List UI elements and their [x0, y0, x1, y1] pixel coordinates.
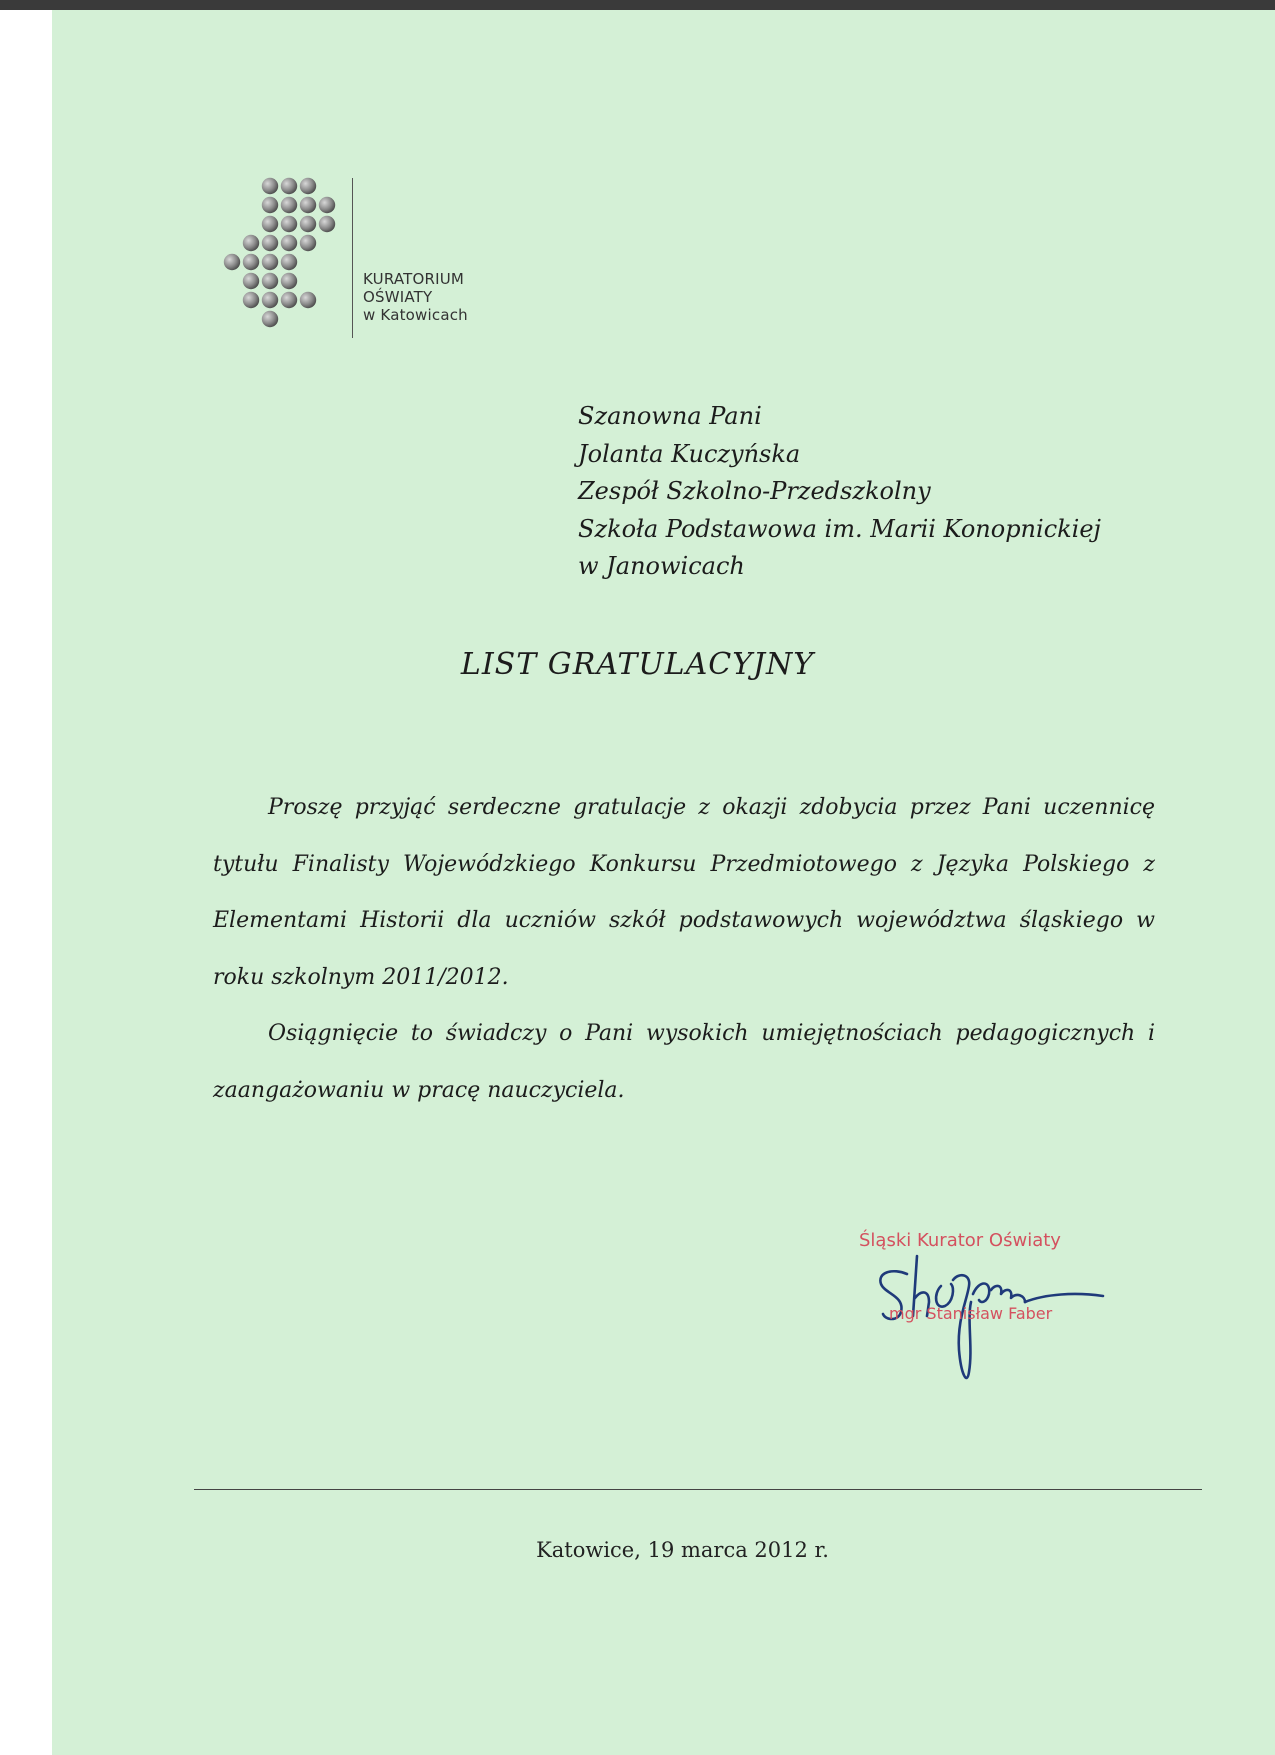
- address-school-name: Szkoła Podstawowa im. Marii Konopnickiej: [578, 514, 1101, 543]
- logo-dot: [281, 273, 297, 289]
- handwritten-signature: [855, 1250, 1125, 1400]
- logo-dot: [281, 216, 297, 232]
- logo-dot: [300, 197, 316, 213]
- address-salutation: Szanowna Pani: [578, 402, 762, 430]
- logo-dot: [300, 178, 316, 194]
- logo-dot: [243, 273, 259, 289]
- logo-dot: [300, 292, 316, 308]
- address-school-complex: Zespół Szkolno-Przedszkolny: [578, 477, 931, 505]
- logo-dot: [262, 292, 278, 308]
- logo-dot: [262, 311, 278, 327]
- logo-dot: [243, 292, 259, 308]
- letter-title: LIST GRATULACYJNY: [460, 647, 815, 682]
- address-town: w Janowicach: [578, 552, 745, 580]
- logo-dot: [300, 216, 316, 232]
- place-and-date: Katowice, 19 marca 2012 r.: [536, 1538, 829, 1562]
- logo-dot: [319, 216, 335, 232]
- logo-dot: [300, 235, 316, 251]
- letter-body: [213, 780, 1155, 1119]
- footer-rule: [194, 1489, 1202, 1490]
- kuratorium-logo: [222, 176, 482, 340]
- body-paragraph-2: Osiągnięcie to świadczy o Pani wysokich umiejętnościach pedagogicznych i zaangażowaniu w pracę nauczyciela.: [213, 1021, 1155, 1103]
- logo-dot: [243, 254, 259, 270]
- logo-name-line-1: KURATORIUM: [363, 270, 465, 288]
- logo-divider: [352, 178, 353, 338]
- logo-dot: [262, 254, 278, 270]
- recipient-address: [578, 398, 1101, 586]
- logo-dot: [262, 216, 278, 232]
- signature-block: [855, 1230, 1125, 1400]
- logo-name-line-3: w Katowicach: [363, 306, 468, 324]
- signature-role-stamp: Śląski Kurator Oświaty: [859, 1230, 1061, 1251]
- logo-dot: [262, 178, 278, 194]
- scan-left-margin: [0, 10, 52, 1755]
- dot-map-icon: [222, 176, 350, 340]
- logo-dot: [281, 197, 297, 213]
- signature-name-stamp: mgr Stanisław Faber: [889, 1304, 1053, 1323]
- logo-dot: [262, 235, 278, 251]
- logo-dot: [262, 273, 278, 289]
- logo-dot: [224, 254, 240, 270]
- address-recipient-name: Jolanta Kuczyńska: [578, 439, 801, 468]
- logo-dot: [281, 235, 297, 251]
- logo-dot: [243, 235, 259, 251]
- logo-dot: [281, 292, 297, 308]
- logo-name-line-2: OŚWIATY: [363, 288, 433, 306]
- logo-name: [363, 270, 468, 324]
- logo-dot: [281, 254, 297, 270]
- logo-dot: [319, 197, 335, 213]
- scan-top-edge: [0, 0, 1275, 10]
- logo-dot: [262, 197, 278, 213]
- logo-dot: [281, 178, 297, 194]
- body-paragraph-1: Proszę przyjąć serdeczne gratulacje z okazji zdobycia przez Pani uczennicę tytułu Finalisty Wojewódzkiego Konkursu Przedmiotowego z Języka Polskiego z Elementami Historii dla uczniów szkół podstawowych województwa śląskiego w roku szkolnym 2011/2012.: [213, 795, 1155, 990]
